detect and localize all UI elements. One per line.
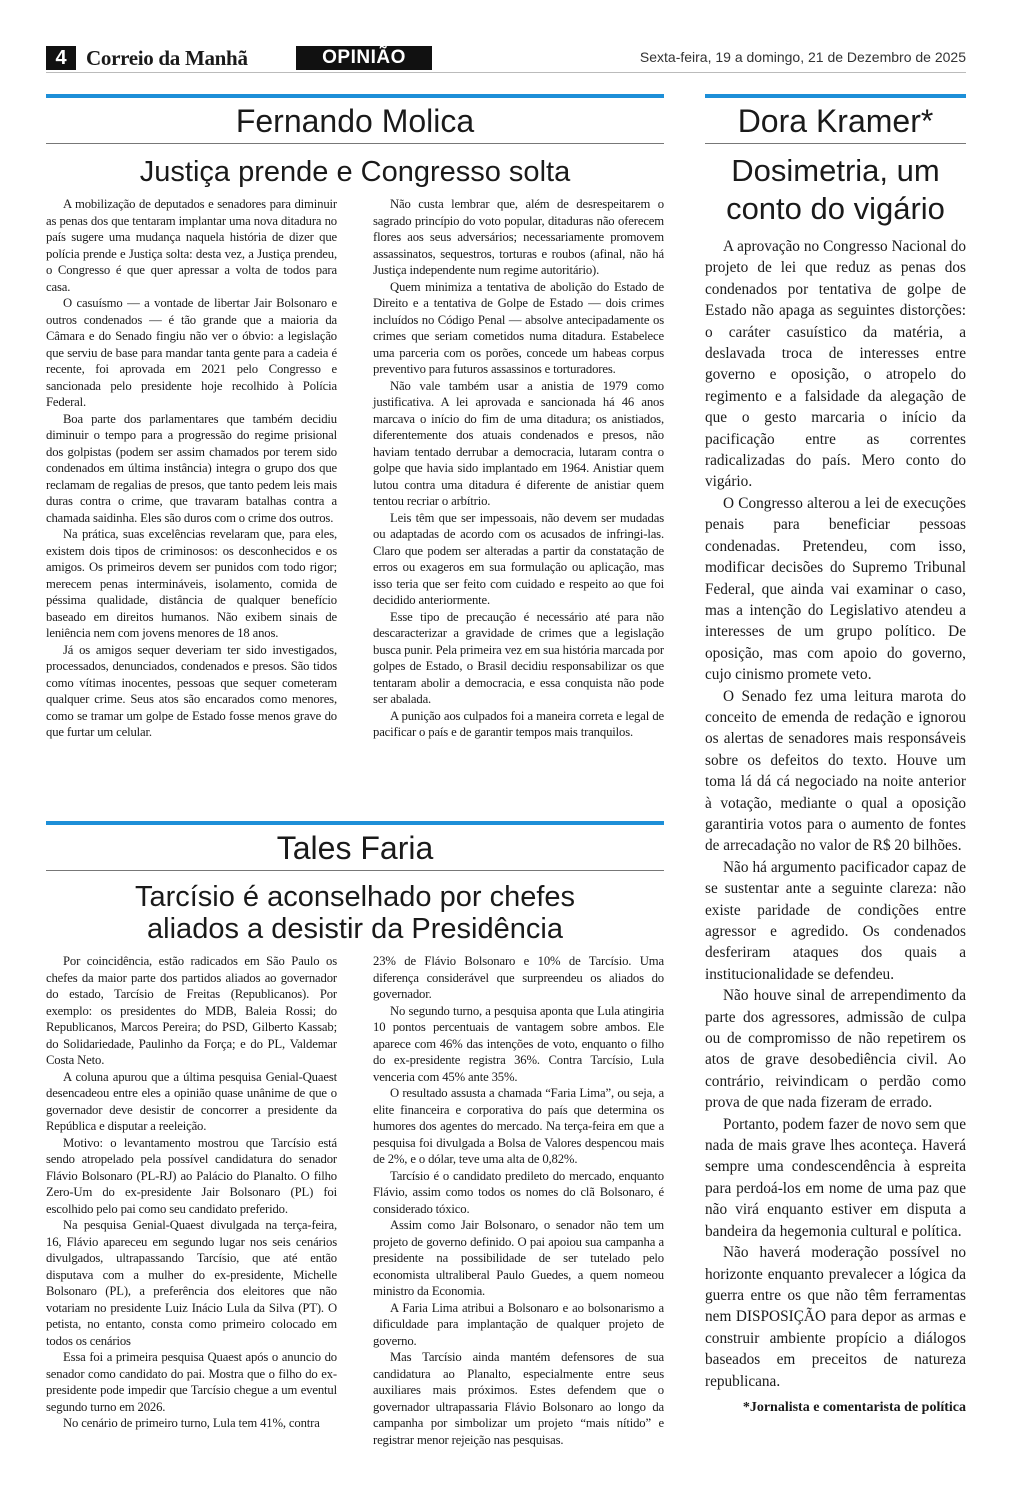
paragraph: 23% de Flávio Bolsonaro e 10% de Tarcísio. Uma diferença considerável que surpreendeu os aliados do governador. (373, 954, 664, 1001)
article-faria (46, 821, 664, 1448)
paragraph: A coluna apurou que a última pesquisa Genial-Quaest desencadeou entre eles a opinião quase unânime de que o governador deve desistir de concorrer a presidente da República e disputar a reeleição. (46, 1069, 337, 1133)
paragraph: Leis têm que ser impessoais, não devem ser mudadas ou adaptadas de acordo com os acusados de infringi-las. Claro que podem ser alteradas a partir da constatação de erros ou exageros em sua formulação ou aplicação, mas isso teria que ser feito com cuidado e respeito ao que foi decidido anteriormente. (373, 510, 664, 607)
article-headline (46, 881, 664, 945)
header-divider (46, 72, 966, 73)
paragraph: Portanto, podem fazer de novo sem que nada de mais grave lhes aconteça. Haverá sempre uma condescendência à espreita para perdoá-los em nome de uma paz que não virá enquanto estiver em disputa a bandeira da hegemonia cultural e política. (705, 1115, 966, 1240)
column-accent-bar (705, 94, 966, 98)
paragraph: Na pesquisa Genial-Quaest divulgada na terça-feira, 16, Flávio apareceu em segundo lugar nos seis cenários divulgados, ultrapassando Tarcísio, que até então disputava com a mulher do ex-presidente, Michelle Bolsonaro (PL), a preferência dos eleitores que não votariam no presidente Luiz Inácio Lula da Silva (PT). O petista, no entanto, consta como primeiro colocado em todos os cenários (46, 1218, 337, 1348)
paragraph: No segundo turno, a pesquisa aponta que Lula atingiria 10 pontos percentuais de vantagem sobre ambos. Ele aparece com 46% das intenções de voto, enquanto o filho do ex-presidente registra 36%. Contra Tarcísio, Lula venceria com 45% ante 35%. (373, 1003, 664, 1084)
author-divider (705, 143, 966, 144)
text-column-2 (373, 953, 664, 1448)
paragraph: O resultado assusta a chamada “Faria Lima”, ou seja, a elite financeira e corporativa do país que determina os humores dos agentes do mercado. Na terça-feira em que a pesquisa foi divulgada a Bolsa de Valores despencou mais de 2%, e o dólar, teve uma alta de 0,82%. (373, 1086, 664, 1166)
paragraph: No cenário de primeiro turno, Lula tem 41%, contra (63, 1416, 320, 1430)
author-divider (46, 870, 664, 871)
article-kramer (705, 94, 966, 1416)
paragraph: O casuísmo — a vontade de libertar Jair Bolsonaro e outros condenados — é tão grande que a maioria da Câmara e do Senado fingiu não ver o óbvio: a legislação que serviu de base para mandar tanta gente para a cadeia é recente, foi aprovada em 2021 pelo Congresso e sancionada pelo presidente hoje recolhido à Polícia Federal. (46, 296, 337, 409)
paragraph: Essa foi a primeira pesquisa Quaest após o anuncio do senador como candidato do pai. Mostra que o filho do ex-presidente pode impedir que Tarcísio chegue a um eventul segundo turno em 2026. (46, 1350, 337, 1414)
headline-line-2: aliados a desistir da Presidência (147, 913, 563, 945)
text-column (705, 236, 966, 1392)
text-column-1 (46, 953, 337, 1448)
paragraph: O Congresso alterou a lei de execuções penais para beneficiar pessoas condenadas. Pretendeu, com isso, modificar decisões do Supremo Tribunal Federal, que ainda vai examinar o caso, mas a intenção do Legislativo atendeu a interesses de um grupo político. De oposição, mas com apoio do governo, cujo cinismo promete veto. (705, 494, 966, 684)
paragraph: Assim como Jair Bolsonaro, o senador não tem um projeto de governo definido. O pai apoiou sua campanha a presidente na possibilidade de ser tutelado pelo economista ultraliberal Paulo Guedes, a quem nomeou ministro da Economia. (373, 1218, 664, 1298)
article-molica (46, 94, 664, 741)
article-headline (705, 152, 966, 228)
paragraph: Mas Tarcísio ainda mantém defensores de sua candidatura ao Planalto, especialmente entre seus auxiliares mais próximos. Estes defendem que o governador ultrapassaria Flávio Bolsonaro ao longo da campanha por simbolizar um projeto “mais nítido” e registrar menor rejeição nas pesquisas. (373, 1350, 664, 1447)
paragraph: Já os amigos sequer deveriam ter sido investigados, processados, denunciados, condenados e presos. São tidos como vítimas inocentes, pessoas que sequer cometeram qualquer crime. Seus atos são encarados como menores, como se tramar um golpe de Estado fosse menos grave do que furtar um celular. (46, 642, 337, 739)
issue-date: Sexta-feira, 19 a domingo, 21 de Dezembro de 2025 (639, 49, 966, 65)
paragraph: Tarcísio é o candidato predileto do mercado, enquanto Flávio, assim como todos os nomes do clã Bolsonaro, é considerado tóxico. (373, 1168, 664, 1216)
column-accent-bar (46, 94, 664, 98)
paragraph: Não haverá moderação possível no horizonte enquanto prevalecer a lógica da guerra entre os que não têm ferramentas nem DISPOSIÇÃO para depor as armas e construir ambiente propício a diálogos baseados em preceitos de natureza republicana. (705, 1244, 966, 1390)
author-name: Dora Kramer* (737, 103, 934, 139)
paragraph: Não há argumento pacificador capaz de se sustentar ante a seguinte clareza: não existe paridade de condições entre agressor e agredido. Os condenados desferiram ataques dos quais a institucionalidade se defendeu. (705, 858, 966, 983)
author-name: Tales Faria (276, 830, 434, 866)
article-headline: Justiça prende e Congresso solta (139, 156, 571, 188)
page-header (46, 46, 966, 72)
text-column-2 (373, 196, 664, 741)
paragraph: Por coincidência, estão radicados em São Paulo os chefes da maior parte dos partidos aliados ao governador do estado, Tarcísio de Freitas (Republicanos). Por exemplo: os presidentes do MDB, Baleia Rossi; do Republicanos, Marcos Pereira; do PSD, Gilberto Kassab; do Solidariedade, Paulinho da Força; e do PL, Valdemar Costa Neto. (46, 954, 337, 1067)
paragraph: O Senado fez uma leitura marota do conceito de emenda de redação e ignorou os alertas de senadores mais responsáveis sobre os defeitos do texto. Houve um toma lá dá cá negociado na noite anterior à votação, mediante o qual a oposição garantiria votos para o aumento de fontes de arrecadação no valor de R$ 20 bilhões. (705, 687, 966, 855)
paragraph: Quem minimiza a tentativa de abolição do Estado de Direito e a tentativa de Golpe de Estado — dois crimes incluídos no Código Penal — absolve antecipadamente os crimes que seriam cometidos numa ditadura. Estabelece uma parceria com os porões, concede um habeas corpus preventivo para futuros assassinos e torturadores. (373, 279, 664, 376)
paragraph: Motivo: o levantamento mostrou que Tarcísio está sendo atropelado pela possível candidatura do senador Flávio Bolsonaro (PL-RJ) ao Palácio do Planalto. O filho Zero-Um do ex-presidente Jair Bolsonaro (PL) foi escolhido pelo pai como seu candidato preferido. (46, 1135, 337, 1216)
paragraph: A Faria Lima atribui a Bolsonaro e ao bolsonarismo a dificuldade para implantação de qualquer projeto de governo. (373, 1300, 664, 1348)
paragraph: A mobilização de deputados e senadores para diminuir as penas dos que tentaram implantar uma nova ditadura no país sugere uma mudança naquela história de dizer que polícia prende e Justiça solta: desta vez, a Justiça prendeu, o Congresso é que quer apressar a volta de todos para casa. (46, 197, 337, 294)
text-column-1 (46, 196, 337, 741)
paragraph: Esse tipo de precaução é necessário até para não descaracterizar a gravidade de crimes que a legislação busca punir. Pela primeira vez em sua história marcada por golpes de Estado, o Brasil decidiu responsabilizar os que tentaram abolir a democracia, e essa conquista não pode ser abalada. (373, 609, 664, 706)
paragraph: Não vale também usar a anistia de 1979 como justificativa. A lei aprovada e sancionada há 46 anos marcava o início do fim de uma ditadura; os anistiados, diferentemente dos atuais condenados e presos, não haviam tentado derrubar a democracia, lutaram contra o golpe que havia sido implantado em 1964. Anistiar quem lutou contra uma ditadura é diferente de anistiar quem tentou recriar o arbítrio. (373, 378, 664, 508)
author-name: Fernando Molica (235, 103, 475, 139)
section-label: OPINIÃO (296, 46, 432, 70)
newspaper-brand: Correio da Manhã (86, 46, 248, 70)
paragraph: A punição aos culpados foi a maneira correta e legal de pacificar o país e de garantir tempos mais tranquilos. (373, 708, 664, 739)
headline-line-1: Dosimetria, um (731, 153, 940, 188)
author-signature: *Jornalista e comentarista de política (742, 1399, 966, 1415)
author-divider (46, 143, 664, 144)
paragraph: Na prática, suas excelências revelaram que, para eles, existem dois tipos de criminosos: os desconhecidos e os amigos. Os primeiros devem ser punidos com todo rigor; merecem penas intermináveis, isolamento, comida de péssima qualidade, distância de qualquer benefício baseado em direitos humanos. Não exibem sinais de leniência nem com jovens menores de 18 anos. (46, 527, 337, 640)
headline-line-2: conto do vigário (726, 191, 945, 226)
headline-line-1: Tarcísio é aconselhado por chefes (134, 881, 576, 913)
paragraph: Boa parte dos parlamentares que também decidiu diminuir o tempo para a progressão do regime prisional dos golpistas (podem ser assim chamados por terem sido condenados em última instância) integra o grupo dos que reclamam de regalias de presos, que tanto pedem leis mais duras contra o crime, que travaram batalhas contra a chamada saidinha. Eles são duros com o crime dos outros. (46, 411, 337, 525)
paragraph: A aprovação no Congresso Nacional do projeto de lei que reduz as penas dos condenados por tentativa de golpe de Estado não apaga as seguintes distorções: o caráter casuístico da matéria, a deslavada troca de interesses entre governo e oposição, o atropelo do regimento e a falsidade da alegação de que o gesto marcaria o início da pacificação entre as correntes radicalizadas do país. Mero conto do vigário. (705, 238, 966, 491)
paragraph: Não houve sinal de arrependimento da parte dos agressores, admissão de culpa ou de compromisso de não repetirem os atos de grave desobediência civil. Ao contrário, reivindicam o perdão como prova de que nada fizeram de errado. (705, 987, 966, 1112)
column-accent-bar (46, 821, 664, 825)
page-number: 4 (46, 46, 76, 70)
paragraph: Não custa lembrar que, além de desrespeitarem o sagrado princípio do voto popular, ditaduras não oferecem flores aos seus adversários; necessariamente promovem assassinatos, sequestros, torturas e roubos (afinal, não há Justiça independente num regime autoritário). (373, 197, 664, 277)
